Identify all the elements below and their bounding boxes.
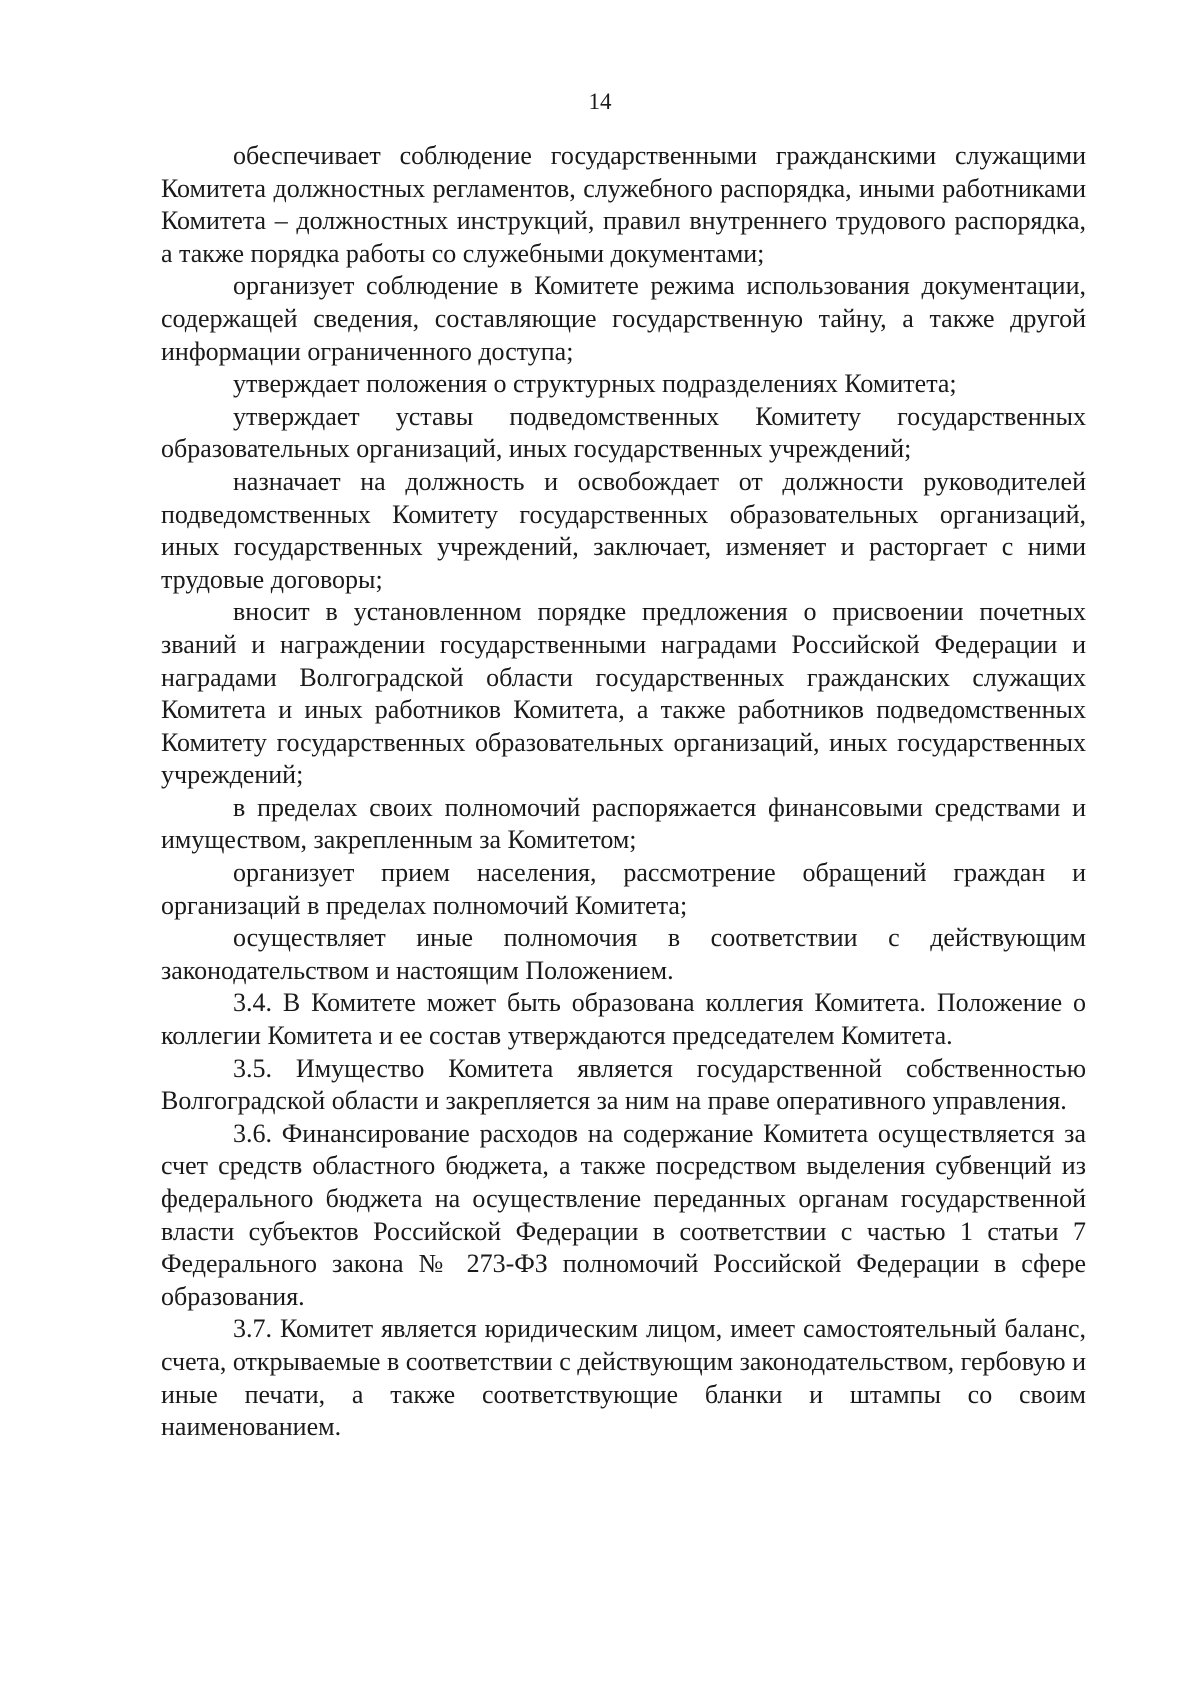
paragraph-awards-proposals: вносит в установленном порядке предложения о присвоении почетных званий и награждении государственными наградами Российской Федерации и наградами Волгоградской области государственных гражданских служащих Комитета и иных работников Комитета, а также работников подведомственных Комитету государственных образовательных организаций, иных государственных учреждений; xyxy=(161,597,1086,790)
paragraph-appoints-heads: назначает на должность и освобождает от должности руководителей подведомственных Комитету государственных образовательных организаций, иных государственных учреждений, заключает, изменяет и расторгает с ними трудовые договоры; xyxy=(161,466,1086,594)
paragraph-manages-finances: в пределах своих полномочий распоряжается финансовыми средствами и имуществом, закрепленным за Комитетом; xyxy=(161,792,1086,855)
paragraph-section-3-6: 3.6. Финансирование расходов на содержание Комитета осуществляется за счет средств областного бюджета, а также посредством выделения субвенций из федерального бюджета на осуществление переданных органам государственной власти субъектов Российской Федерации в соответствии с частью 1 статьи 7 Федерального закона № 273-ФЗ полномочий Российской Федерации в сфере образования. xyxy=(161,1118,1086,1311)
paragraph-other-powers: осуществляет иные полномочия в соответствии с действующим законодательством и настоящим Положением. xyxy=(161,923,1086,985)
page-number: 14 xyxy=(588,89,612,114)
paragraph-ensures-compliance: обеспечивает соблюдение государственными гражданскими служащими Комитета должностных регламентов, служебного распорядка, иными работниками Комитета – должностных инструкций, правил внутреннего трудового распорядка, а также порядка работы со служебными документами; xyxy=(161,141,1086,268)
paragraph-secret-documentation: организует соблюдение в Комитете режима использования документации, содержащей сведения, составляющие государственную тайну, а также другой информации ограниченного доступа; xyxy=(161,271,1086,366)
paragraph-section-3-5: 3.5. Имущество Комитета является государственной собственностью Волгоградской области и закрепляется за ним на праве оперативного управления. xyxy=(161,1053,1086,1116)
document-body xyxy=(161,140,1086,1444)
paragraph-section-3-7: 3.7. Комитет является юридическим лицом, имеет самостоятельный баланс, счета, открываемые в соответствии с действующим законодательством, гербовую и иные печати, а также соответствующие бланки и штампы со своим наименованием. xyxy=(161,1314,1086,1442)
paragraph-section-3-4: 3.4. В Комитете может быть образована коллегия Комитета. Положение о коллегии Комитета и ее состав утверждаются председателем Комитета. xyxy=(161,988,1086,1051)
paragraph-approves-charters: утверждает уставы подведомственных Комитету государственных образовательных организаций, иных государственных учреждений; xyxy=(161,401,1086,464)
paragraph-citizen-reception: организует прием населения, рассмотрение обращений граждан и организаций в пределах полномочий Комитета; xyxy=(161,858,1086,920)
paragraph-approves-divisions: утверждает положения о структурных подразделениях Комитета; xyxy=(233,369,957,399)
